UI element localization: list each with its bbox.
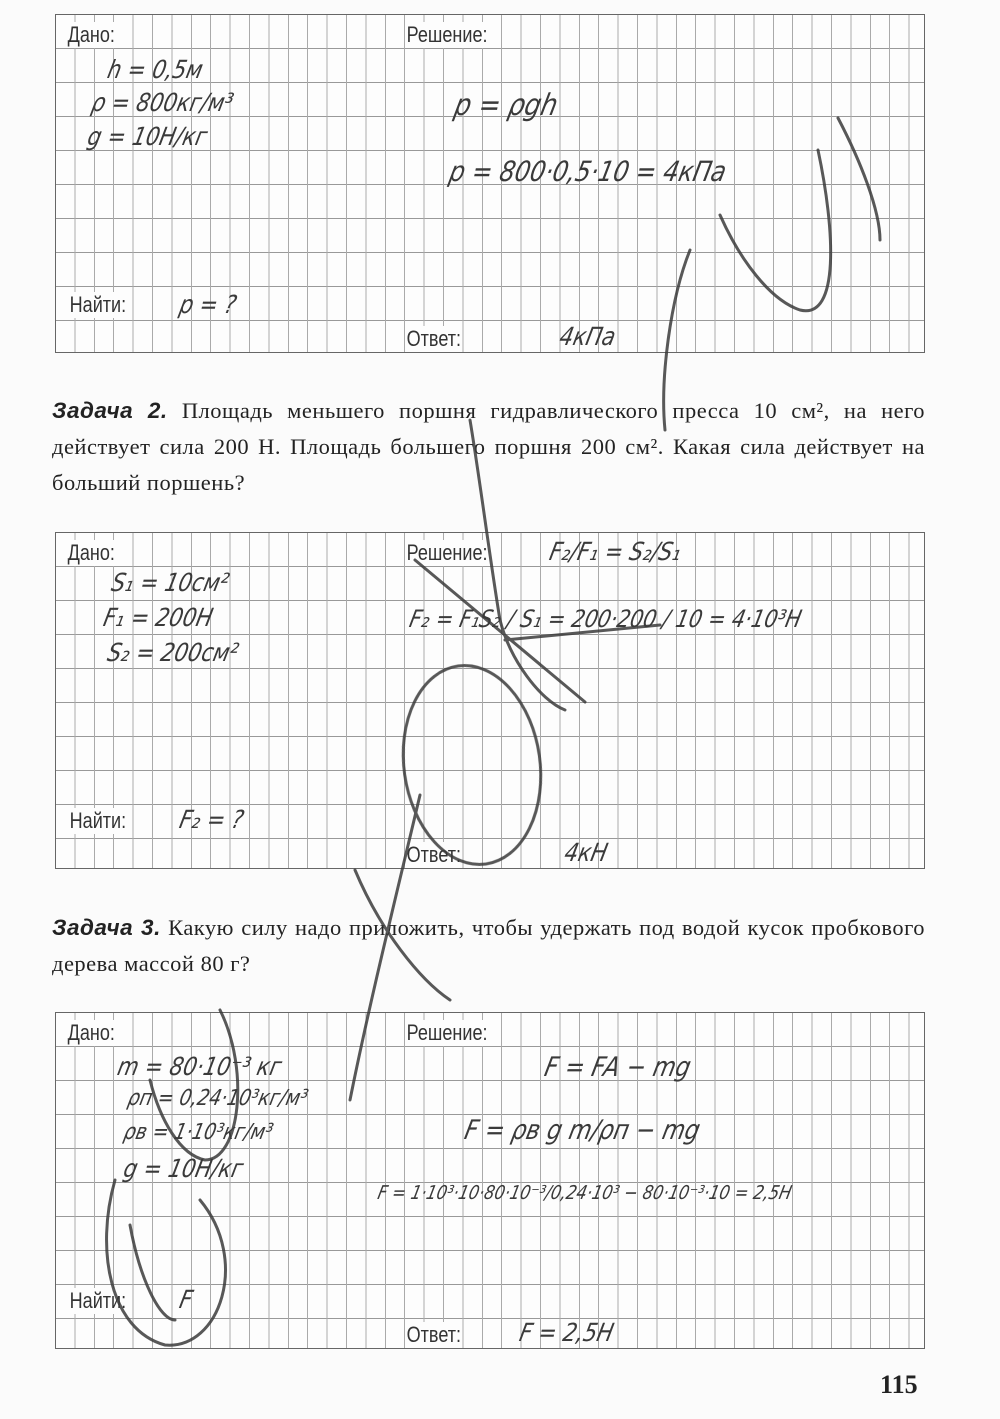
- solution-label: Решение:: [406, 1020, 488, 1045]
- given-label: Дано:: [67, 22, 115, 47]
- problem2-text: Площадь меньшего поршня гидравлического пресса 10 см², на него действует сила 200 Н. Площадь большего поршня 200 см². Какая сила действует на больший поршень?: [52, 398, 926, 495]
- given-line: S₂ = 200см²: [104, 638, 242, 667]
- solution-line: p = 800·0,5·10 = 4кПа: [446, 155, 730, 188]
- solution-label: Решение:: [406, 540, 488, 565]
- problem3-text: Какую силу надо приложить, чтобы удержать под водой кусок пробкового дерева массой 80 г?: [52, 915, 926, 976]
- solution-line: F = 1·10³·10·80·10⁻³/0,24·10³ − 80·10⁻³·10 = 2,5Н: [375, 1182, 794, 1204]
- find-label: Найти:: [69, 1288, 127, 1313]
- find-value: F₂ = ?: [176, 805, 247, 834]
- solution-label: Решение:: [406, 22, 488, 47]
- solution-line: F₂/F₁ = S₂/S₁: [546, 537, 685, 566]
- find-label: Найти:: [69, 808, 127, 833]
- given-label: Дано:: [67, 540, 115, 565]
- given-line: S₁ = 10см²: [108, 568, 232, 597]
- find-label: Найти:: [69, 292, 127, 317]
- problem3-title: Задача 3.: [52, 915, 161, 940]
- answer-value: 4кПа: [556, 322, 619, 351]
- given-label: Дано:: [67, 1020, 115, 1045]
- answer-value: F = 2,5Н: [516, 1318, 617, 1347]
- answer-label: Ответ:: [406, 1322, 462, 1347]
- given-line: F₁ = 200Н: [100, 603, 216, 632]
- given-line: m = 80·10⁻³ кг: [114, 1052, 285, 1081]
- answer-label: Ответ:: [406, 326, 462, 351]
- find-value: p = ?: [176, 290, 240, 319]
- page-number: 115: [880, 1370, 918, 1399]
- given-line: g = 10Н/кг: [84, 122, 211, 151]
- problem2-statement: [52, 393, 925, 501]
- answer-label: Ответ:: [406, 842, 462, 867]
- given-line: ρв = 1·10³кг/м³: [121, 1120, 276, 1145]
- solution-line: F₂ = F₁S₂ / S₁ = 200·200 / 10 = 4·10³Н: [407, 605, 805, 633]
- answer-value: 4кН: [561, 838, 611, 867]
- solution-line: F = ρв g m/ρп − mg: [461, 1115, 703, 1146]
- given-line: ρп = 0,24·10³кг/м³: [125, 1086, 311, 1111]
- solution-line: p = ρgh: [451, 88, 562, 123]
- problem3-statement: [52, 910, 925, 982]
- problem2-title: Задача 2.: [52, 398, 168, 423]
- given-line: g = 10Н/кг: [120, 1154, 247, 1183]
- find-value: F: [176, 1285, 196, 1314]
- solution-line: F = FA − mg: [541, 1052, 694, 1083]
- given-line: ρ = 800кг/м³: [88, 88, 237, 117]
- given-line: h = 0,5м: [104, 55, 206, 84]
